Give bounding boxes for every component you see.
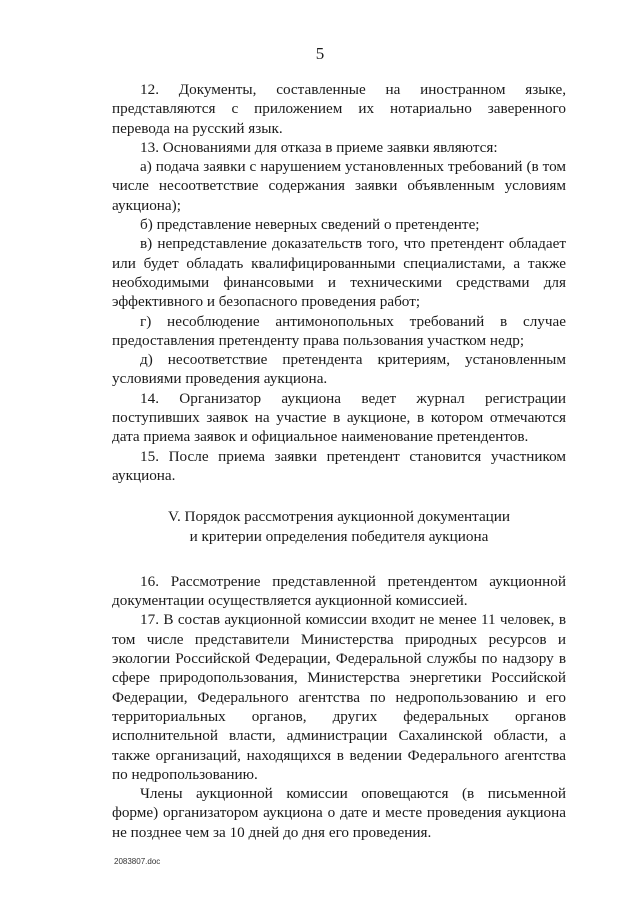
paragraph-13: 13. Основаниями для отказа в приеме заявки являются: [140,138,498,156]
file-footer: 2083807.doc [114,857,161,866]
section-heading-line-1: V. Порядок рассмотрения аукционной документации [167,508,511,526]
paragraph-13-g: г) несоблюдение антимонопольных требований в случае предоставления претенденту права пользования участком недр; [112,312,566,349]
section-heading-line-2: и критерии определения победителя аукциона [189,527,489,545]
paragraph-13-a: а) подача заявки с нарушением установленных требований (в том числе несоответствие содержания заявки объявленным условиям аукциона); [112,158,566,214]
paragraph-13-b: б) представление неверных сведений о претенденте; [140,216,480,234]
paragraph-12: 12. Документы, составленные на иностранном языке, представляются с приложением их нотариально заверенного перевода на русский язык. [112,81,566,137]
paragraph-16: 16. Рассмотрение представленной претендентом аукционной документации осуществляется аукционной комиссией. [112,572,566,610]
paragraph-15: 15. После приема заявки претендент становится участником аукциона. [112,447,566,484]
section-heading [112,507,566,546]
document-body [112,80,566,842]
paragraph-members: Члены аукционной комиссии оповещаются (в письменной форме) организатором аукциона о дате и месте проведения аукциона не позднее чем за 10 дней до дня его проведения. [112,785,566,841]
paragraph-17: 17. В состав аукционной комиссии входит не менее 11 человек, в том числе представители Министерства природных ресурсов и экологии Российской Федерации, Федеральной службы по надзору в сфере природопользования, Министерства энергетики Российской Федерации, Федерального агентства по недропользованию и его территориальных органов, других федеральных органов исполнительной власти, администрации Сахалинской области, а также организаций, находящихся в ведении Федерального агентства по недропользованию. [112,611,566,783]
paragraph-13-d: д) несоответствие претендента критериям, установленным условиями проведения аукциона. [112,351,566,388]
page-number: 5 [315,44,325,63]
paragraph-14: 14. Организатор аукциона ведет журнал регистрации поступивших заявок на участие в аукционе, в котором отмечаются дата приема заявок и официальное наименование претендентов. [112,389,566,446]
paragraph-13-v: в) непредставление доказательств того, что претендент обладает или будет обладать квалифицированными специалистами, а также необходимыми финансовыми и техническими средствами для эффективного и безопасного проведения работ; [112,235,566,311]
